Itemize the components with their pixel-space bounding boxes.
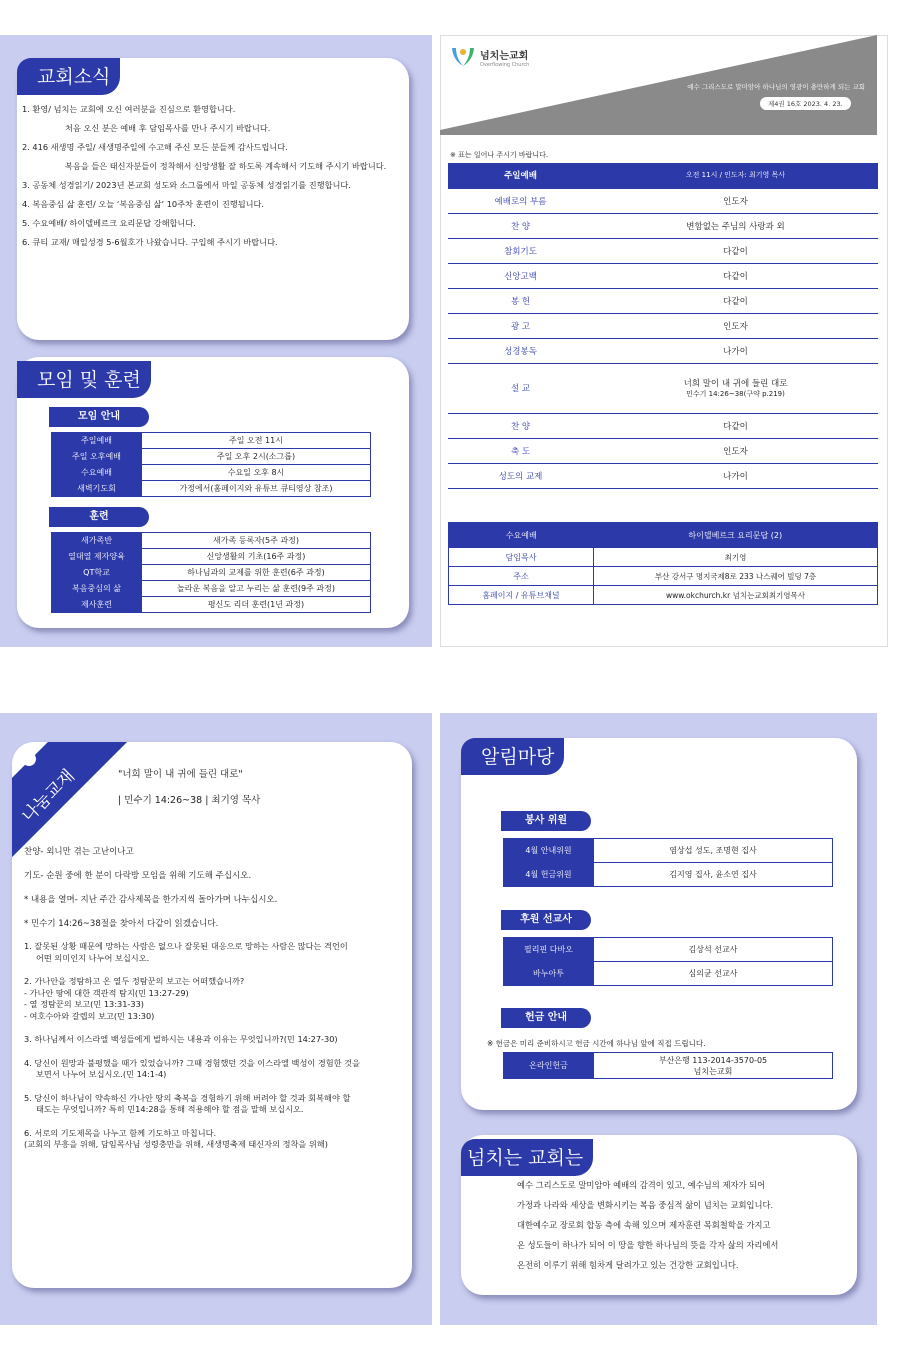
news-item: 3. 공동체 성경읽기/ 2023년 본교회 성도와 소그룹에서 마일 공동체 성경읽기를 진행합니다. (22, 180, 351, 190)
row-value: 심의균 선교사 (594, 962, 833, 986)
worship-row-label: 광 고 (448, 313, 593, 338)
row-value: 수요일 오후 8시 (142, 465, 371, 481)
worship-row (448, 263, 878, 288)
row-label: 열대열 제자양육 (52, 549, 142, 565)
table-row (52, 481, 371, 497)
worship-note: ※ 표는 일어나 주시기 바랍니다. (450, 151, 549, 159)
worship-row-label: 성도의 교제 (448, 463, 593, 488)
question-line: (교회의 부흥을 위해, 담임목사님 성령충만을 위해, 새생명축제 태신자의 정착을 위해) (24, 1139, 328, 1149)
worship-row-value (593, 413, 878, 438)
question-line: 5. 당신이 하나님이 약속하신 가나안 땅의 축복을 경험하기 위해 버려야 할 것과 회복해야 할 (24, 1092, 351, 1103)
worship-header-value: 오전 11시 / 인도자: 최기영 목사 (593, 163, 878, 188)
question-line: 어떤 의미인지 나누어 보십시오. (36, 952, 150, 963)
row-value: 김상석 선교사 (594, 938, 833, 962)
row-label: 4월 헌금위원 (504, 863, 594, 887)
question-line: 1. 잘못된 상황 때문에 망하는 사람은 없으나 잘못된 대응으로 망하는 사람은 많다는 격언이 (24, 941, 348, 951)
sharing-question (24, 1058, 404, 1081)
row-label: QT학교 (52, 565, 142, 581)
worship-table (448, 163, 878, 489)
worship-row-label: 찬 양 (448, 413, 593, 438)
service-table (503, 838, 833, 887)
wed-value: 하이델베르크 요리문답 (2) (594, 523, 878, 548)
news-item: 6. 큐티 교재/ 매일성경 5-6월호가 나왔습니다. 구입해 주시기 바랍니다. (22, 237, 278, 247)
row-value: 염상섭 성도, 조명현 집사 (594, 839, 833, 863)
worship-row-text: 다같이 (723, 421, 748, 432)
question-line: - 열 정탐꾼의 보고(민 13:31-33) (24, 999, 144, 1009)
info-value: 최기영 (594, 548, 878, 567)
row-value: 주일 오전 11시 (142, 433, 371, 449)
offering-label: 헌금 안내 (501, 1008, 591, 1028)
worship-row-value (593, 438, 878, 463)
worship-row-value (593, 363, 878, 413)
about-lines (517, 1179, 847, 1279)
worship-row (448, 438, 878, 463)
worship-row (448, 463, 878, 488)
row-value: 주일 오후 2시(소그룹) (142, 449, 371, 465)
question-line: 3. 하나님께서 이스라엘 백성들에게 벌하시는 내용과 이유는 무엇입니까?(민 14:27-30) (24, 1034, 338, 1044)
row-label: 새가족반 (52, 533, 142, 549)
mission-label: 후원 선교사 (501, 910, 591, 930)
row-label: 주일 오후예배 (52, 449, 142, 465)
issue-badge: 제4권 16호 2023. 4. 23. (760, 97, 851, 110)
sharing-question (24, 941, 404, 964)
news-title: 교회소식 (17, 58, 120, 95)
worship-row-value (593, 238, 878, 263)
meetings-title: 모임 및 훈련 (17, 361, 151, 398)
table-row (504, 962, 833, 986)
question-line: 4. 당신이 원망과 불평했을 때가 있었습니까? 그때 경험했던 것을 이스라엘 백성이 경험한 것을 (24, 1057, 361, 1068)
info-label: 주소 (449, 567, 594, 586)
wed-label: 수요예배 (449, 523, 594, 548)
worship-row-label: 성경봉독 (448, 338, 593, 363)
worship-row-text: 다같이 (723, 246, 748, 257)
worship-row-label: 예배로의 부름 (448, 188, 593, 213)
table-row (52, 465, 371, 481)
row-value: 김지영 집사, 윤소연 집사 (594, 863, 833, 887)
table-row (504, 938, 833, 962)
news-item: 2. 416 새생명 주일/ 새생명주일에 수고해 주신 모든 분들께 감사드립니다. (22, 142, 288, 152)
table-row (504, 839, 833, 863)
row-value: 신앙생활의 기초(16주 과정) (142, 549, 371, 565)
worship-row (448, 213, 878, 238)
info-value: www.okchurch.kr 넘치는교회최기영목사 (594, 586, 878, 605)
about-line: 예수 그리스도로 말미암아 예배의 감격이 있고, 예수님의 제자가 되어 (517, 1180, 766, 1190)
worship-row-sub: 민수기 14:26~38(구약 p.219) (686, 390, 785, 398)
question-line: 2. 가나안을 정탐하고 온 열두 정탐꾼의 보고는 어떠했습니까? (24, 976, 245, 986)
worship-row (448, 313, 878, 338)
worship-row-value (593, 188, 878, 213)
worship-row-value (593, 338, 878, 363)
table-row (52, 581, 371, 597)
worship-row-text: 나가이 (723, 346, 748, 357)
about-line: 가정과 나라와 세상을 변화시키는 복음 중심적 삶이 넘치는 교회입니다. (517, 1200, 774, 1210)
sharing-card (12, 742, 412, 1288)
notice-card (461, 738, 857, 1110)
sharing-question (24, 976, 404, 1022)
sharing-question (24, 1093, 404, 1116)
worship-row-text: 너희 말이 내 귀에 들린 대로 (683, 379, 788, 389)
row-value: 새가족 등록자(5주 과정) (142, 533, 371, 549)
news-item: 1. 환영/ 넘치는 교회에 오신 여러분을 진심으로 환영합니다. (22, 104, 236, 114)
offering-holder: 넘치는교회 (693, 1066, 733, 1076)
row-value: 평신도 리더 훈련(1년 과정) (142, 597, 371, 613)
church-logo-icon (450, 46, 476, 68)
news-item: 복음을 들은 태신자분들이 정착해서 신앙생활 잘 하도록 계속해서 기도해 주시기 바랍니다. (65, 161, 387, 171)
row-label: 필리핀 다바오 (504, 938, 594, 962)
news-card (17, 58, 409, 340)
worship-row-text: 인도자 (723, 196, 748, 207)
question-line: 6. 서로의 기도제목을 나누고 함께 기도하고 마칩니다. (24, 1127, 217, 1138)
worship-row (448, 413, 878, 438)
table-row (52, 449, 371, 465)
news-item: 5. 수요예배/ 하이델베르크 요리문답 강해합니다. (22, 218, 196, 228)
worship-row-label: 설 교 (448, 363, 593, 413)
worship-row-label: 찬 양 (448, 213, 593, 238)
info-row (449, 548, 878, 567)
row-label: 주일예배 (52, 433, 142, 449)
offering-name: 온라인헌금 (504, 1053, 594, 1079)
table-row (52, 565, 371, 581)
worship-row-text: 다같이 (723, 296, 748, 307)
news-item: 처음 오신 분은 예배 후 담임목사를 만나 주시기 바랍니다. (65, 123, 271, 133)
motto: 예수 그리스도로 말미암아 하나님의 영광이 충만하게 되는 교회 (687, 83, 865, 91)
worship-row-label: 축 도 (448, 438, 593, 463)
info-table (448, 522, 878, 605)
worship-row (448, 338, 878, 363)
row-value: 하나님과의 교제를 위한 훈련(6주 과정) (142, 565, 371, 581)
worship-header-label: 주일예배 (448, 163, 593, 188)
info-row (449, 586, 878, 605)
row-label: 제사훈련 (52, 597, 142, 613)
sharing-lines (24, 845, 404, 1163)
worship-row-text: 다같이 (723, 271, 748, 282)
sharing-question (24, 1128, 404, 1151)
service-label: 봉사 위원 (501, 811, 591, 831)
meetings-card (17, 357, 409, 628)
offering-row (504, 1053, 833, 1079)
offering-table (503, 1052, 833, 1079)
row-value: 가정에서(홈페이지와 유튜브 큐티영상 참조) (142, 481, 371, 497)
offering-note: ※ 헌금은 미리 준비하시고 헌금 시간에 하나님 앞에 직접 드립니다. (487, 1039, 706, 1048)
sharing-title: "너희 말이 내 귀에 들린 대로" (118, 769, 243, 780)
offering-account: 부산은행 113-2014-3570-05 (658, 1055, 768, 1065)
worship-row-value (593, 463, 878, 488)
about-line: 온 성도들이 하나가 되어 이 땅을 향한 하나님의 뜻을 각자 삶의 자리에서 (517, 1240, 779, 1250)
sharing-dot (22, 752, 36, 766)
logo-sub: Overflowing Church (480, 61, 530, 68)
training-table (51, 532, 371, 613)
about-title: 넘치는 교회는 (461, 1139, 593, 1176)
about-card (461, 1135, 857, 1295)
info-label: 담임목사 (449, 548, 594, 567)
row-label: 복음중심의 삶 (52, 581, 142, 597)
row-label: 바누아투 (504, 962, 594, 986)
about-line: 온전히 이루기 위해 힘차게 달려가고 있는 건강한 교회입니다. (517, 1260, 739, 1270)
worship-row-label: 신앙고백 (448, 263, 593, 288)
worship-row (448, 288, 878, 313)
row-label: 새벽기도회 (52, 481, 142, 497)
row-label: 수요예배 (52, 465, 142, 481)
worship-row (448, 188, 878, 213)
about-line: 대한예수교 장로회 합동 측에 속해 있으며 제자훈련 목회철학을 가지고 (517, 1220, 771, 1230)
worship-row-text: 나가이 (723, 471, 748, 482)
question-line: - 가나안 땅에 대한 객관적 탐지(민 13:27-29) (24, 987, 189, 998)
table-row (52, 549, 371, 565)
guide-label: 모임 안내 (49, 407, 149, 427)
sharing-line: * 민수기 14:26~38절을 찾아서 다같이 읽겠습니다. (24, 919, 219, 929)
worship-row-text: 변함없는 주님의 사랑과 외 (686, 221, 785, 232)
training-label: 훈련 (49, 507, 149, 527)
sharing-question (24, 1034, 404, 1046)
mission-table (503, 937, 833, 986)
row-label: 4월 안내위원 (504, 839, 594, 863)
news-list (17, 104, 409, 256)
worship-row (448, 238, 878, 263)
question-line: 보면서 나누어 보십시오.(민 14:1-4) (36, 1069, 167, 1079)
info-value: 부산 강서구 명지국제8로 233 나스퀘어 빌딩 7층 (594, 567, 878, 586)
question-line: - 여호수아와 갈렙의 보고(민 13:30) (24, 1010, 155, 1021)
worship-row-value (593, 213, 878, 238)
sharing-line: 기도- 순원 중에 한 분이 다락방 모임을 위해 기도해 주십시오. (24, 871, 252, 881)
info-row (449, 567, 878, 586)
notice-title: 알림마당 (461, 738, 564, 775)
table-row (52, 533, 371, 549)
worship-row-label: 봉 헌 (448, 288, 593, 313)
worship-row-value (593, 313, 878, 338)
table-row (52, 597, 371, 613)
info-label: 홈페이지 / 유튜브채널 (449, 586, 594, 605)
worship-row (448, 363, 878, 413)
table-row (52, 433, 371, 449)
sharing-line: 찬양- 외니만 겪는 고난이나고 (24, 847, 134, 857)
sharing-line: * 내용을 열며- 지난 주간 감사제목을 한가지씩 돌아가며 나누십시오. (24, 895, 278, 905)
worship-row-value (593, 263, 878, 288)
table-row (504, 863, 833, 887)
worship-row-text: 인도자 (723, 321, 748, 332)
row-value: 놀라운 복음을 알고 누리는 삶 훈련(9주 과정) (142, 581, 371, 597)
logo (450, 46, 529, 68)
question-line: 태도는 무엇입니까? 특히 민14:28을 통해 적용해야 할 점을 말해 보십시오. (36, 1104, 304, 1114)
worship-row-text: 인도자 (723, 446, 748, 457)
sharing-banner-text: 나눔교재 (18, 765, 79, 827)
news-item: 4. 복음중심 삶 훈련/ 오늘 ‘복음중심 삶’ 10주차 훈련이 진행됩니다. (22, 199, 265, 209)
sharing-ref: | 민수기 14:26~38 | 최기영 목사 (118, 795, 261, 806)
worship-row-label: 참회기도 (448, 238, 593, 263)
logo-text: 넘치는교회 (480, 50, 529, 62)
guide-table (51, 432, 371, 497)
worship-row-value (593, 288, 878, 313)
